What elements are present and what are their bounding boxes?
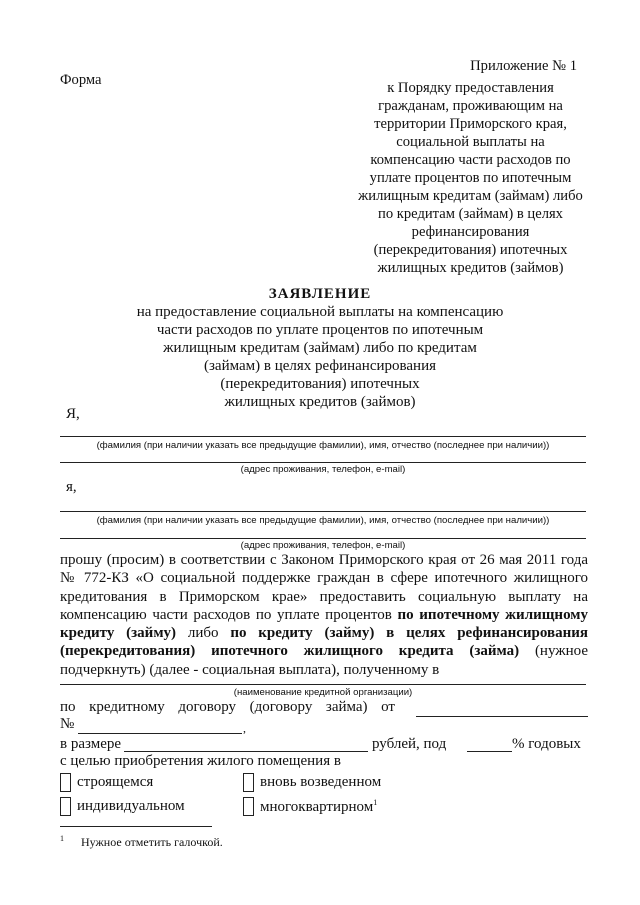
annex-line: компенсацию части расходов по — [370, 152, 571, 168]
checkbox-icon[interactable] — [60, 773, 71, 792]
applicant1-name-caption: (фамилия (при наличии указать все предыдущие фамилии), имя, отчество (последнее при наличии)) — [96, 440, 550, 451]
checkbox-icon[interactable] — [243, 773, 254, 792]
annex-line: социальной выплаты на — [396, 134, 545, 150]
checkbox-label: индивидуальном — [77, 798, 185, 814]
annex-line: жилищным кредитам (займам) либо — [358, 188, 583, 204]
contract-word: договору — [178, 699, 237, 715]
title-heading: ЗАЯВЛЕНИЕ — [268, 286, 372, 302]
checkbox-under-construction[interactable] — [60, 773, 153, 792]
title-line: жилищных кредитов (займов) — [224, 394, 416, 410]
annex-line: рефинансирования — [411, 224, 530, 240]
applicant2-prefix: я, — [66, 479, 77, 495]
contract-date-line[interactable] — [416, 716, 588, 717]
title-line: части расходов по уплате процентов по ипотечным — [156, 322, 484, 338]
footnote — [60, 834, 223, 850]
amount-line[interactable] — [124, 751, 368, 752]
comma: , — [243, 721, 246, 735]
rate-line[interactable] — [467, 751, 512, 752]
checkbox-apartment[interactable] — [243, 797, 377, 816]
contract-number-line[interactable] — [78, 733, 242, 734]
title-line: (перекредитования) ипотечных — [220, 376, 420, 392]
request-text: либо — [176, 625, 231, 642]
contract-word: по — [60, 699, 76, 715]
purpose-text: с целью приобретения жилого помещения в — [60, 753, 341, 769]
annex-line: уплате процентов по ипотечным — [369, 170, 572, 186]
annex-line: к Порядку предоставления — [387, 80, 554, 96]
contract-word: займа) — [325, 699, 368, 715]
amount-rubles: рублей, под — [372, 736, 447, 752]
checkbox-label: вновь возведенном — [260, 774, 382, 790]
footnote-ref: 1 — [373, 797, 378, 807]
request-bold-mortgage: по ипотечному жилищному кредиту (займу) — [60, 606, 589, 642]
credit-org-caption: (наименование кредитной организации) — [233, 687, 413, 698]
checkbox-newly-built[interactable] — [243, 773, 381, 792]
applicant2-name-caption: (фамилия (при наличии указать все предыдущие фамилии), имя, отчество (последнее при наличии)) — [96, 515, 550, 526]
credit-org-line[interactable] — [60, 684, 586, 685]
applicant1-prefix: Я, — [66, 406, 80, 422]
request-paragraph — [60, 551, 588, 679]
contract-word: (договору — [249, 699, 313, 715]
contract-number-sign: № — [60, 716, 75, 732]
annex-line: по кредитам (займам) в целях — [378, 206, 563, 222]
annex-line: территории Приморского края, — [374, 116, 567, 132]
annex-line: гражданам, проживающим на — [378, 98, 563, 114]
checkbox-label-text: многоквартирном — [260, 798, 374, 815]
document-title — [100, 285, 540, 411]
applicant1-address-caption: (адрес проживания, телефон, e-mail) — [240, 464, 406, 475]
contract-word: кредитному — [89, 699, 165, 715]
request-text: (нужное подчеркнуть) (далее - социальная выплата), полученному в — [60, 643, 588, 678]
title-line: на предоставление социальной выплаты на компенсацию — [136, 304, 504, 320]
contract-row — [60, 699, 395, 716]
footnote-text: Нужное отметить галочкой. — [81, 835, 223, 849]
footnote-mark: 1 — [60, 834, 64, 843]
amount-prefix: в размере — [60, 736, 122, 752]
checkbox-icon[interactable] — [243, 797, 254, 816]
annex-line: жилищных кредитов (займов) — [377, 260, 564, 276]
title-line: (займам) в целях рефинансирования — [203, 358, 437, 374]
form-label: Форма — [60, 72, 102, 88]
request-bold-refinance: по кредиту (займу) в целях рефинансирования (перекредитования) ипотечного жилищного кредита (займа) — [60, 625, 588, 660]
checkbox-label: строящемся — [77, 774, 154, 790]
annex-line: (перекредитования) ипотечных — [373, 242, 568, 258]
checkbox-icon[interactable] — [60, 797, 71, 816]
contract-word: от — [381, 699, 395, 715]
annex-number: Приложение № 1 — [470, 58, 577, 74]
checkbox-individual[interactable] — [60, 797, 185, 816]
applicant2-address-line[interactable] — [60, 538, 586, 539]
applicant2-address-caption: (адрес проживания, телефон, e-mail) — [240, 540, 406, 551]
annex-block — [354, 57, 587, 277]
request-text: прошу (просим) в соответствии с Законом Приморского края от 26 мая 2011 года № 772-КЗ «О социальной поддержке граждан в сфере ипотечного жилищного кредитования в Приморском крае» предоставить социальную выплату на компенсацию части расходов по уплате процентов — [60, 552, 588, 623]
checkbox-label — [260, 798, 377, 816]
amount-percent: % годовых — [512, 736, 581, 752]
title-line: жилищным кредитам (займам) либо по кредитам — [163, 340, 477, 356]
applicant2-name-line[interactable] — [60, 511, 586, 512]
applicant1-address-line[interactable] — [60, 462, 586, 463]
footnote-divider — [60, 826, 212, 827]
applicant1-name-line[interactable] — [60, 436, 586, 437]
